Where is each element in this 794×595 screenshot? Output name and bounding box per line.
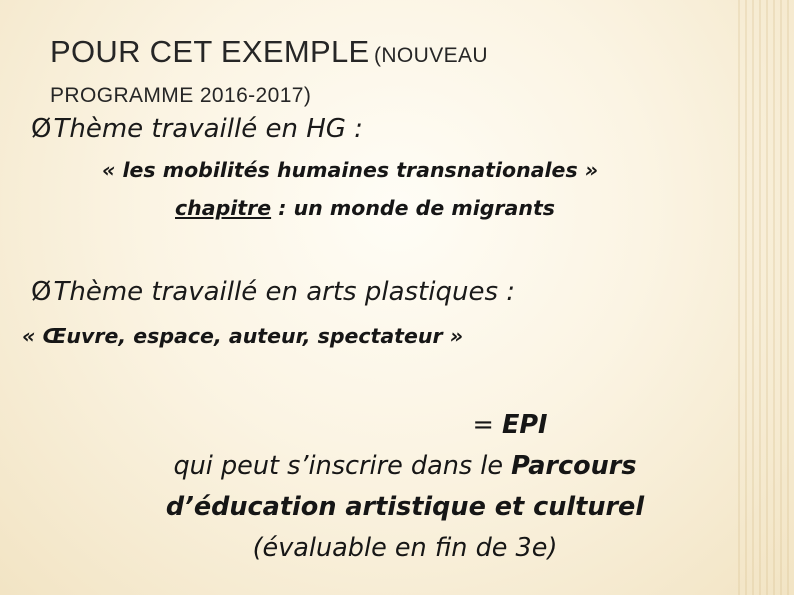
chapitre-text: : un monde de migrants	[271, 196, 555, 220]
arrow-bullet-icon: Ø	[31, 114, 52, 144]
title-program-line: PROGRAMME 2016-2017)	[50, 84, 312, 107]
epi-equals-line	[100, 405, 710, 446]
chapitre-line	[175, 196, 555, 220]
epi-parcours: Parcours	[511, 451, 637, 481]
theme-hg-bullet	[31, 114, 363, 144]
epi-block	[100, 405, 710, 569]
epi-line2-text: qui peut s’inscrire dans le	[173, 451, 512, 481]
epi-label: EPI	[501, 410, 548, 440]
theme-arts-quote: « Œuvre, espace, auteur, spectateur »	[22, 324, 464, 348]
chapitre-word: chapitre	[175, 196, 272, 220]
title-paren-start: (NOUVEAU	[373, 44, 488, 67]
epi-eq-prefix: =	[472, 410, 502, 440]
arrow-bullet-icon: Ø	[31, 277, 52, 307]
theme-arts-label: Thème travaillé en arts plastiques :	[53, 277, 516, 307]
slide-title	[50, 34, 488, 70]
epi-education-line: d’éducation artistique et culturel	[165, 492, 645, 522]
theme-hg-label: Thème travaillé en HG :	[53, 114, 363, 144]
theme-hg-quote: « les mobilités humaines transnationales »	[102, 158, 599, 182]
decorative-stripes	[738, 0, 794, 595]
theme-arts-bullet	[31, 277, 515, 307]
epi-evaluable-line: (évaluable en fin de 3e)	[252, 533, 558, 563]
title-main: POUR CET EXEMPLE	[50, 34, 370, 69]
